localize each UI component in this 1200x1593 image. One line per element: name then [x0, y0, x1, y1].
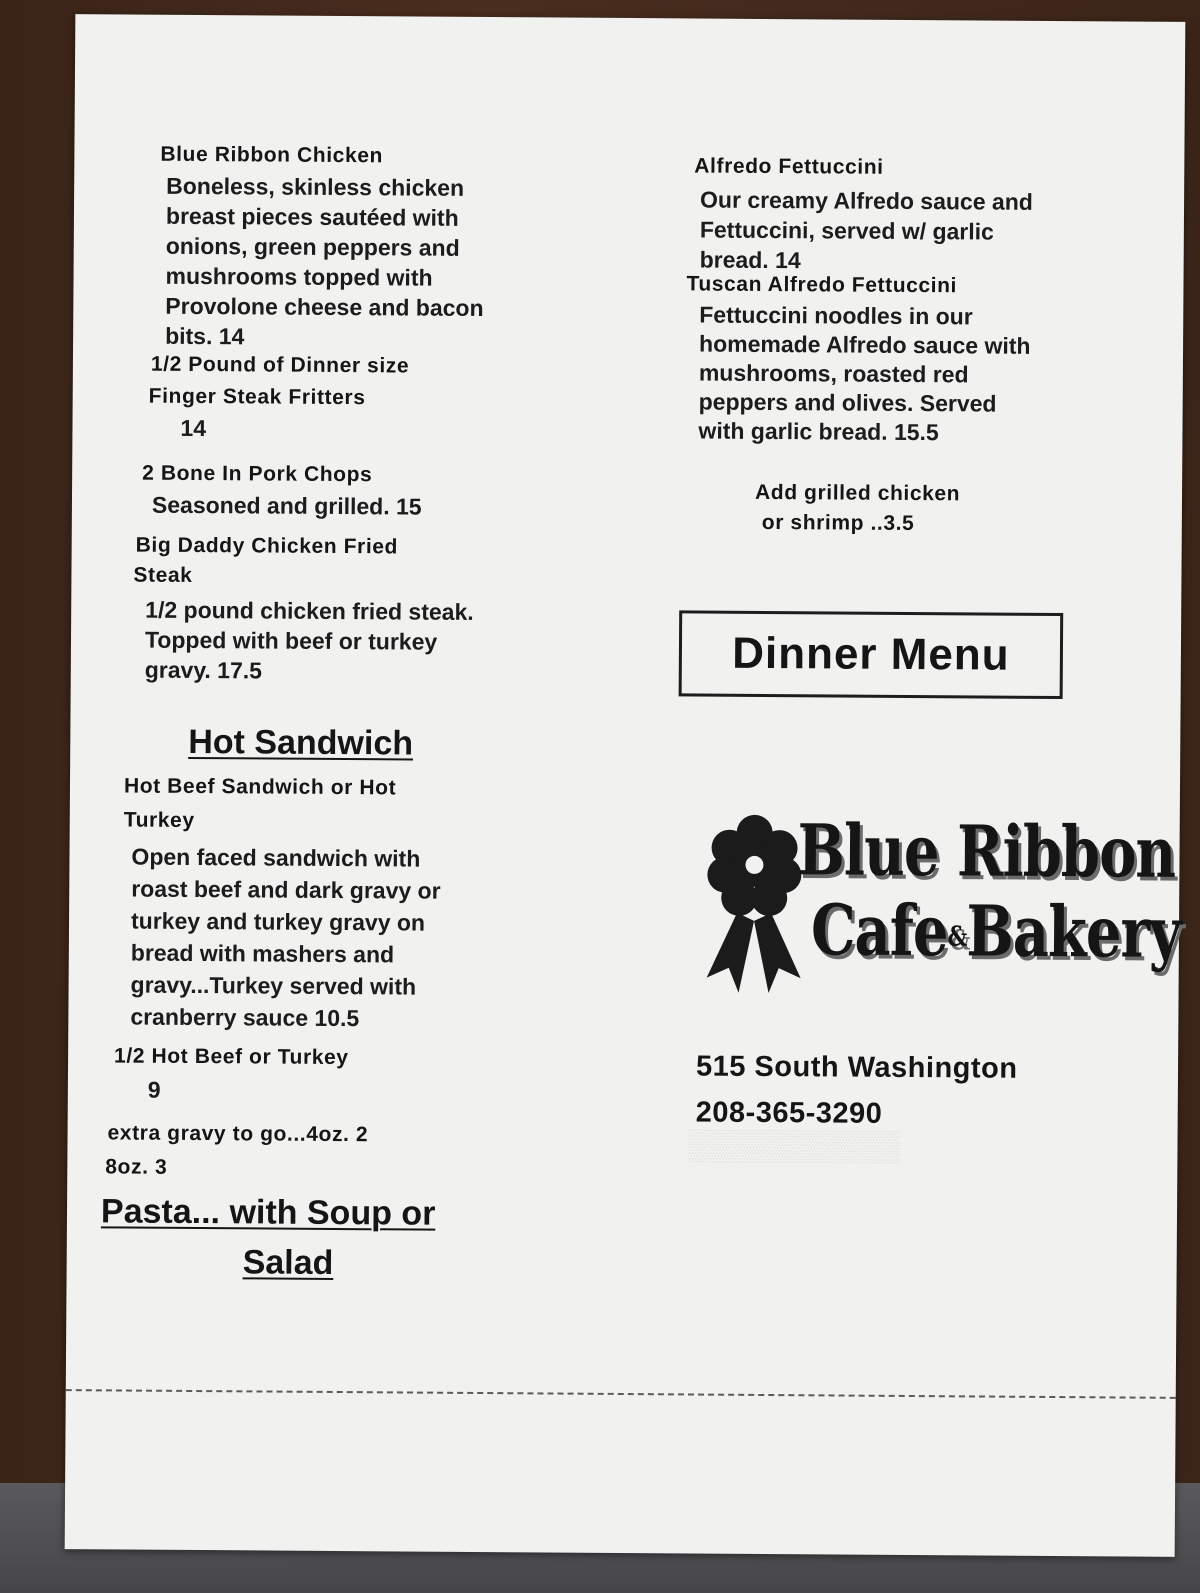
logo-cafe: Cafe: [810, 889, 948, 973]
perforation-line: [66, 1389, 1176, 1399]
item-price-finger-steak: 14: [180, 414, 207, 442]
item-desc-pork-chops: Seasoned and grilled. 15: [151, 491, 422, 520]
logo-bakery: Bakery: [966, 890, 1181, 975]
add-on-line1: Add grilled chicken: [754, 480, 961, 506]
phone-number: 208-365-3290: [695, 1096, 883, 1130]
item-title-tuscan: Tuscan Alfredo Fettuccini: [686, 272, 958, 298]
item-desc-hot-beef: Open faced sandwich with roast beef and dark gravy or turkey and turkey gravy on bread with mashers and gravy...Turkey served with cranberry sauce 10.5: [130, 843, 441, 1032]
item-title-blue-ribbon-chicken: Blue Ribbon Chicken: [160, 142, 384, 168]
logo-ampersand: &: [947, 920, 967, 954]
dinner-menu-box: [679, 610, 1064, 699]
bleed-through-text: ▒▒▒▒▒▒▒▒▒▒: [687, 1128, 901, 1163]
item-desc-tuscan: Fettuccini noodles in our homemade Alfredo sauce with mushrooms, roasted red peppers and olives. Served with garlic bread. 15.5: [698, 301, 1031, 446]
item-desc-blue-ribbon-chicken: Boneless, skinless chicken breast pieces sautéed with onions, green peppers and mushrooms topped with Provolone cheese and bacon bits. 14: [165, 172, 484, 350]
item-title-chicken-fried-steak-line1: Big Daddy Chicken Fried: [135, 533, 399, 559]
address-text: 515 South Washington: [695, 1050, 1018, 1085]
item-desc-chicken-fried-steak: 1/2 pound chicken fried steak. Topped with beef or turkey gravy. 17.5: [144, 596, 474, 684]
extra-gravy-line2: 8oz. 3: [105, 1155, 168, 1179]
item-title-finger-steak-line1: 1/2 Pound of Dinner size: [150, 352, 410, 378]
section-heading-hot-sandwich: Hot Sandwich: [188, 722, 414, 763]
item-desc-alfredo: Our creamy Alfredo sauce and Fettuccini, served w/ garlic bread. 14: [699, 186, 1033, 274]
ribbon-rosette-icon: [698, 803, 809, 1004]
item-title-hot-beef-line2: Turkey: [123, 808, 195, 832]
menu-page: [65, 14, 1186, 1557]
extra-gravy-line1: extra gravy to go...4oz. 2: [107, 1121, 369, 1147]
item-title-finger-steak-line2: Finger Steak Fritters: [148, 384, 366, 410]
item-title-alfredo: Alfredo Fettuccini: [694, 154, 884, 179]
add-on-line2: or shrimp ..3.5: [761, 510, 915, 536]
dinner-menu-title: Dinner Menu: [732, 628, 1010, 680]
logo-wordmark-line1: Blue Ribbon: [797, 809, 1176, 895]
item-title-hot-beef-line1: Hot Beef Sandwich or Hot: [123, 774, 397, 800]
item-title-pork-chops: 2 Bone In Pork Chops: [142, 461, 373, 487]
section-heading-pasta-line2: Salad: [242, 1243, 334, 1282]
item-price-half-hot: 9: [147, 1076, 161, 1103]
logo-wordmark-line2: [811, 889, 1181, 974]
item-title-half-hot: 1/2 Hot Beef or Turkey: [114, 1044, 349, 1070]
item-title-chicken-fried-steak-line2: Steak: [133, 563, 193, 587]
section-heading-pasta-line1: Pasta... with Soup or: [100, 1192, 436, 1233]
